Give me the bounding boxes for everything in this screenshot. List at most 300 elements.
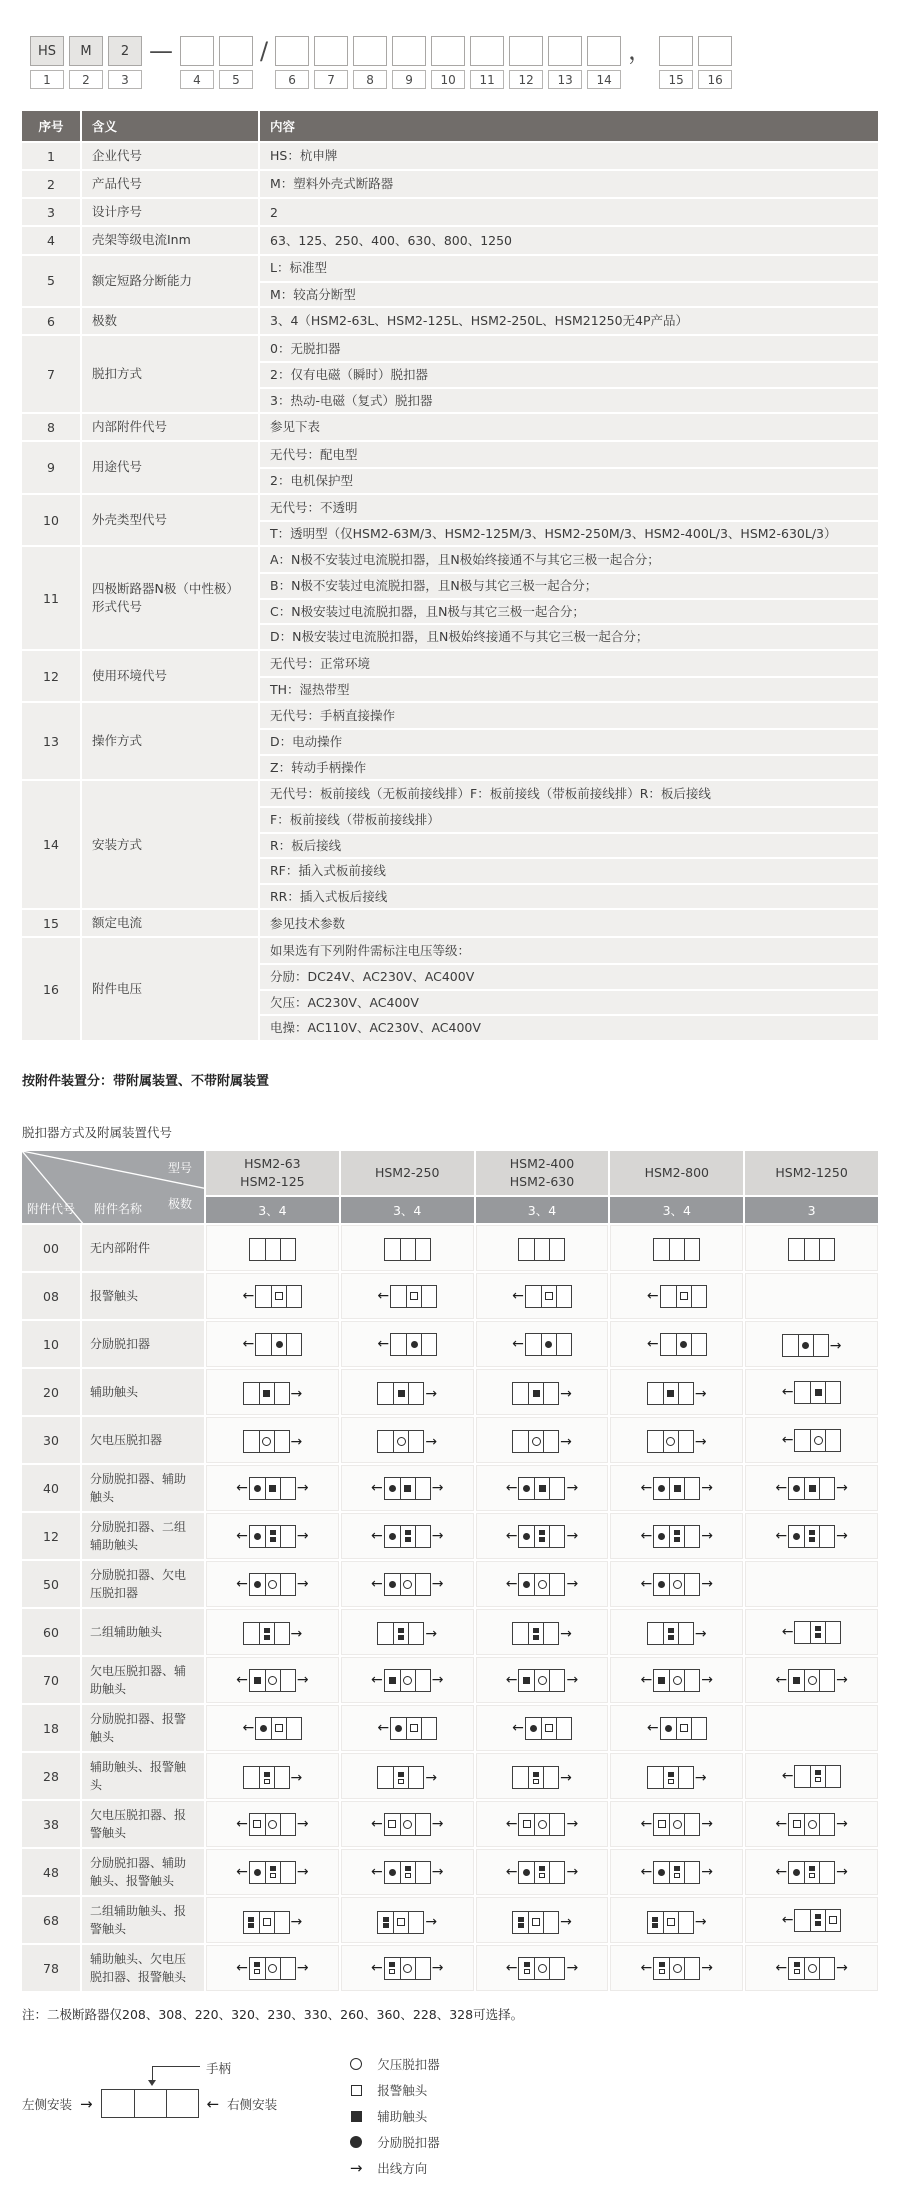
content-cell — [260, 143, 878, 169]
arrow-right-icon: → — [296, 1528, 309, 1545]
content-line: M：较高分断型 — [260, 281, 878, 307]
breaker-compartment — [280, 1478, 295, 1499]
breaker-compartment — [676, 1718, 691, 1739]
breaker-diagram — [775, 1861, 847, 1884]
poles-cell: 3 — [745, 1197, 878, 1223]
content-cell — [260, 256, 878, 307]
breaker-compartment — [684, 1574, 699, 1595]
breaker-compartment — [519, 1670, 534, 1691]
shunt-release-icon — [530, 1725, 537, 1732]
breaker-box — [377, 1766, 424, 1789]
breaker-box — [384, 1813, 431, 1836]
breaker-compartment — [663, 1431, 678, 1452]
breaker-diagram — [782, 1909, 842, 1932]
breaker-compartment — [663, 1767, 678, 1788]
content-cell — [260, 910, 878, 936]
breaker-box — [377, 1911, 424, 1934]
breaker-box — [243, 1911, 290, 1934]
breaker-compartment — [549, 1574, 564, 1595]
meaning-row — [22, 227, 878, 253]
breaker-box — [788, 1238, 835, 1261]
diagram-cell — [745, 1561, 878, 1607]
position-number: 5 — [219, 70, 253, 89]
alarm-contact-icon — [658, 1820, 666, 1828]
arrow-right-icon: → — [566, 1816, 579, 1833]
breaker-compartment — [393, 1431, 408, 1452]
breaker-compartment — [400, 1526, 415, 1547]
breaker-box — [525, 1285, 572, 1308]
content-cell — [260, 308, 878, 334]
model-header-2 — [341, 1151, 474, 1195]
breaker-compartment — [265, 1574, 280, 1595]
row-number: 11 — [22, 547, 80, 649]
breaker-diagram — [506, 1525, 578, 1548]
breaker-box — [794, 1381, 841, 1404]
content-cell — [260, 651, 878, 702]
breaker-diagram — [788, 1238, 835, 1261]
breaker-diagram — [377, 1382, 437, 1405]
accessory-row — [22, 1945, 878, 1991]
breaker-compartment — [519, 1814, 534, 1835]
breaker-compartment — [378, 1623, 393, 1644]
breaker-diagram — [647, 1382, 707, 1405]
alarm-contact-icon — [532, 1918, 540, 1926]
content-line: A：N极不安装过电流脱扣器，且N极始终接通不与其它三极一起合分； — [270, 552, 660, 567]
shunt-release-icon — [254, 1581, 261, 1588]
breaker-compartment — [549, 1814, 564, 1835]
breaker-compartment — [265, 1862, 280, 1883]
shunt-release-icon — [523, 1533, 530, 1540]
breaker-diagram — [506, 1669, 578, 1692]
diagram-cell — [745, 1417, 878, 1463]
breaker-compartment — [265, 1239, 280, 1260]
diagram-cell — [745, 1849, 878, 1895]
breaker-diagram — [647, 1285, 707, 1308]
undervoltage-release-icon — [403, 1820, 412, 1829]
breaker-diagram — [243, 1333, 303, 1356]
breaker-compartment — [648, 1383, 663, 1404]
aux-contact-icon — [539, 1485, 546, 1492]
aux-and-alarm-contacts-icon — [809, 1866, 815, 1878]
alarm-contact-icon — [253, 1820, 261, 1828]
accessory-row — [22, 1657, 878, 1703]
diagram-cell — [610, 1753, 743, 1799]
legend-item — [347, 2055, 440, 2073]
content-line: C：N极安装过电流脱扣器，且N极与其它三极一起合分； — [260, 598, 878, 624]
breaker-compartment — [804, 1862, 819, 1883]
undervoltage-release-icon — [808, 1820, 817, 1829]
designation-position-1 — [30, 36, 64, 89]
breaker-compartment — [669, 1670, 684, 1691]
right-install-label: 右侧安装 — [227, 2096, 278, 2112]
arrow-right-icon: → — [425, 1769, 438, 1786]
breaker-compartment — [519, 1958, 534, 1979]
breaker-compartment — [271, 1286, 286, 1307]
arrow-left-icon: ← — [512, 1288, 524, 1305]
breaker-box — [653, 1477, 700, 1500]
legend-item — [347, 2081, 440, 2099]
breaker-diagram — [236, 1669, 308, 1692]
breaker-compartment — [528, 1383, 543, 1404]
undervoltage-release-icon — [350, 2058, 362, 2070]
breaker-compartment — [534, 1862, 549, 1883]
arrow-right-icon: → — [560, 1433, 572, 1450]
designation-position-8 — [353, 36, 387, 89]
breaker-compartment — [654, 1526, 669, 1547]
designation-position-10 — [431, 36, 465, 89]
accessory-table-title: 脱扣器方式及附属装置代号 — [22, 1124, 173, 1140]
meaning-row — [22, 414, 878, 440]
breaker-compartment — [678, 1383, 693, 1404]
two-aux-contacts-icon — [264, 1628, 270, 1640]
breaker-compartment — [393, 1767, 408, 1788]
meaning-cell: 外壳类型代号 — [82, 495, 258, 546]
aux-and-alarm-contacts-icon — [539, 1866, 545, 1878]
breaker-compartment — [795, 1430, 810, 1451]
breaker-compartment — [654, 1814, 669, 1835]
aux-contact-icon — [674, 1485, 681, 1492]
arrow-right-icon: → — [431, 1960, 444, 1977]
breaker-compartment — [541, 1718, 556, 1739]
arrow-right-icon: → — [560, 1769, 572, 1786]
diagram-cell — [341, 1705, 474, 1751]
arrow-left-icon: ← — [242, 1288, 255, 1305]
breaker-box — [255, 1285, 302, 1308]
breaker-diagram — [506, 1861, 578, 1884]
meaning-cell: 脱扣方式 — [82, 336, 258, 412]
shunt-release-icon — [254, 1485, 261, 1492]
shunt-release-icon — [260, 1725, 267, 1732]
breaker-compartment — [825, 1910, 840, 1931]
diagram-cell — [610, 1369, 743, 1415]
code-box — [314, 36, 348, 66]
diagram-cell — [745, 1945, 878, 1991]
accessory-code: 08 — [22, 1273, 80, 1319]
arrow-right-icon: → — [296, 1816, 309, 1833]
meaning-cell: 附件电压 — [82, 938, 258, 1040]
diagram-cell — [341, 1561, 474, 1607]
accessory-code: 50 — [22, 1561, 80, 1607]
accessory-row — [22, 1369, 878, 1415]
breaker-compartment — [676, 1286, 691, 1307]
meaning-row — [22, 308, 878, 334]
breaker-compartment — [663, 1623, 678, 1644]
breaker-box — [525, 1717, 572, 1740]
meaning-row — [22, 781, 878, 908]
breaker-box — [518, 1813, 565, 1836]
diagram-cell — [206, 1417, 339, 1463]
undervoltage-release-icon — [268, 1964, 277, 1973]
arrow-right-icon: → — [425, 1625, 438, 1642]
accessory-name: 分励脱扣器、二组辅助触头 — [82, 1513, 204, 1559]
legend-symbol — [347, 2136, 365, 2148]
breaker-compartment — [810, 1430, 825, 1451]
diagram-cell — [206, 1753, 339, 1799]
position-number: 2 — [69, 70, 103, 89]
breaker-box — [518, 1477, 565, 1500]
meaning-row — [22, 547, 878, 649]
breaker-diagram — [647, 1430, 707, 1453]
arrow-right-icon: → — [836, 1816, 848, 1833]
alarm-contact-icon — [397, 1918, 405, 1926]
breaker-diagram — [384, 1238, 431, 1261]
content-cell — [260, 495, 878, 546]
arrow-left-icon: ← — [640, 1864, 653, 1881]
breaker-compartment — [519, 1478, 534, 1499]
breaker-box — [243, 1430, 290, 1453]
breaker-compartment — [819, 1526, 834, 1547]
accessory-row — [22, 1801, 878, 1847]
breaker-compartment — [391, 1718, 406, 1739]
breaker-compartment — [654, 1478, 669, 1499]
designation-separator: ， — [628, 37, 653, 65]
model-name: HSM2-250 — [374, 1164, 440, 1180]
meaning-row — [22, 199, 878, 225]
shunt-release-icon — [793, 1485, 800, 1492]
breaker-compartment — [549, 1239, 564, 1260]
undervoltage-release-icon — [403, 1580, 412, 1589]
meaning-row — [22, 442, 878, 493]
diagram-cell — [206, 1705, 339, 1751]
model-name: HSM2-630 — [509, 1174, 575, 1189]
breaker-box — [384, 1525, 431, 1548]
content-line: D：N极安装过电流脱扣器，且N极始终接通不与其它三极一起合分； — [260, 623, 878, 649]
breaker-compartment — [415, 1574, 430, 1595]
breaker-compartment — [648, 1623, 663, 1644]
meaning-cell: 安装方式 — [82, 781, 258, 908]
breaker-compartment — [265, 1478, 280, 1499]
content-cell — [260, 227, 878, 253]
accessory-row — [22, 1417, 878, 1463]
accessory-code: 28 — [22, 1753, 80, 1799]
breaker-box — [653, 1573, 700, 1596]
breaker-diagram — [243, 1766, 303, 1789]
accessory-row — [22, 1273, 878, 1319]
aux-contact-icon — [404, 1485, 411, 1492]
undervoltage-release-icon — [262, 1437, 271, 1446]
breaker-box — [255, 1717, 302, 1740]
breaker-compartment — [280, 1526, 295, 1547]
arrow-left-icon: ← — [512, 1720, 524, 1737]
arrow-left-icon: ← — [775, 1960, 788, 1977]
two-aux-contacts-icon — [405, 1530, 411, 1542]
arrow-left-icon: ← — [370, 1816, 383, 1833]
table-header-row — [22, 111, 878, 141]
content-line: 无代号：正常环境 — [270, 655, 371, 671]
arrow-left-icon: ← — [781, 1624, 794, 1641]
breaker-compartment — [274, 1431, 289, 1452]
undervoltage-release-icon — [268, 1580, 277, 1589]
designation-position-5 — [219, 36, 253, 89]
breaker-compartment — [408, 1623, 423, 1644]
content-line: D：电动操作 — [260, 728, 878, 754]
breaker-compartment — [385, 1814, 400, 1835]
breaker-box — [512, 1766, 559, 1789]
breaker-diagram — [775, 1957, 847, 1980]
content-line: TH：湿热带型 — [260, 676, 878, 702]
breaker-box — [788, 1477, 835, 1500]
breaker-compartment — [415, 1958, 430, 1979]
breaker-diagram — [371, 1957, 443, 1980]
breaker-box — [249, 1238, 296, 1261]
accessory-code: 10 — [22, 1321, 80, 1367]
content-line: 无代号：不透明 — [270, 499, 358, 515]
row-number: 2 — [22, 171, 80, 197]
accessory-name: 欠电压脱扣器 — [82, 1417, 204, 1463]
arrow-right-icon: → — [701, 1816, 714, 1833]
breaker-diagram — [371, 1861, 443, 1884]
breaker-compartment — [385, 1478, 400, 1499]
two-aux-contacts-icon — [674, 1530, 680, 1542]
shunt-release-icon — [658, 1533, 665, 1540]
breaker-compartment — [391, 1286, 406, 1307]
aux-contact-icon — [815, 1389, 822, 1396]
breaker-compartment — [528, 1912, 543, 1933]
breaker-box — [788, 1813, 835, 1836]
aux-and-alarm-contacts-icon — [668, 1772, 674, 1784]
content-line: 2：仅有电磁（瞬时）脱扣器 — [260, 361, 878, 387]
breaker-box — [653, 1525, 700, 1548]
breaker-compartment — [385, 1526, 400, 1547]
breaker-diagram — [775, 1477, 847, 1500]
breaker-compartment — [513, 1767, 528, 1788]
breaker-compartment — [813, 1335, 828, 1356]
row-number: 5 — [22, 256, 80, 307]
diagram-cell — [341, 1321, 474, 1367]
breaker-compartment — [415, 1814, 430, 1835]
diagram-cell — [476, 1705, 609, 1751]
breaker-box — [660, 1285, 707, 1308]
arrow-right-icon: → — [701, 1864, 714, 1881]
position-number: 12 — [509, 70, 543, 89]
arrow-left-icon: ← — [505, 1816, 518, 1833]
content-line: Z：转动手柄操作 — [260, 754, 878, 780]
breaker-box — [384, 1238, 431, 1261]
breaker-box — [794, 1909, 841, 1932]
diagram-cell — [610, 1417, 743, 1463]
breaker-compartment — [795, 1910, 810, 1931]
breaker-diagram — [512, 1333, 572, 1356]
breaker-compartment — [280, 1814, 295, 1835]
content-line: 如果选有下列附件需标注电压等级： — [270, 943, 471, 959]
breaker-compartment — [250, 1526, 265, 1547]
breaker-compartment — [393, 1912, 408, 1933]
breaker-box — [377, 1430, 424, 1453]
breaker-box — [518, 1238, 565, 1261]
accessory-name: 分励脱扣器、欠电压脱扣器 — [82, 1561, 204, 1607]
breaker-diagram — [782, 1765, 842, 1788]
diagram-cell — [610, 1609, 743, 1655]
arrow-left-icon: ← — [505, 1480, 518, 1497]
breaker-compartment — [676, 1334, 691, 1355]
arrow-left-icon: ← — [505, 1672, 518, 1689]
col-header-no: 序号 — [22, 111, 80, 141]
breaker-diagram — [377, 1622, 437, 1645]
breaker-diagram — [512, 1717, 572, 1740]
breaker-compartment — [684, 1478, 699, 1499]
breaker-diagram — [377, 1430, 437, 1453]
diagram-cell — [476, 1369, 609, 1415]
breaker-compartment — [415, 1239, 430, 1260]
diagram-cell — [610, 1657, 743, 1703]
breaker-box — [518, 1669, 565, 1692]
diagram-cell — [745, 1705, 878, 1751]
arrow-right-icon: → — [431, 1816, 444, 1833]
diagram-cell — [206, 1321, 339, 1367]
breaker-compartment — [543, 1623, 558, 1644]
breaker-compartment — [661, 1718, 676, 1739]
breaker-box — [384, 1477, 431, 1500]
meaning-cell: 内部附件代号 — [82, 414, 258, 440]
meaning-row — [22, 651, 878, 702]
breaker-compartment — [669, 1574, 684, 1595]
arrow-left-icon: ← — [781, 1384, 794, 1401]
shunt-release-icon — [389, 1869, 396, 1876]
breaker-compartment — [286, 1286, 301, 1307]
shunt-release-icon — [793, 1533, 800, 1540]
breaker-compartment — [669, 1478, 684, 1499]
arrow-right-icon: → — [836, 1672, 848, 1689]
undervoltage-release-icon — [673, 1676, 682, 1685]
breaker-compartment — [691, 1286, 706, 1307]
breaker-compartment — [256, 1286, 271, 1307]
breaker-compartment — [280, 1862, 295, 1883]
meaning-row — [22, 256, 878, 307]
breaker-compartment — [385, 1958, 400, 1979]
breaker-box — [518, 1957, 565, 1980]
arrow-left-icon: ← — [505, 1528, 518, 1545]
row-number: 9 — [22, 442, 80, 493]
breaker-compartment — [819, 1814, 834, 1835]
diagram-cell — [341, 1513, 474, 1559]
breaker-compartment — [804, 1814, 819, 1835]
row-number: 3 — [22, 199, 80, 225]
diagram-cell — [206, 1513, 339, 1559]
breaker-compartment — [421, 1334, 436, 1355]
designation-position-6 — [275, 36, 309, 89]
breaker-box — [377, 1622, 424, 1645]
install-orientation-diagram — [22, 2051, 277, 2118]
meaning-cell: 极数 — [82, 308, 258, 334]
content-cell — [260, 703, 878, 779]
arrow-right-icon: → — [296, 1864, 309, 1881]
breaker-box — [384, 1669, 431, 1692]
row-number: 13 — [22, 703, 80, 779]
breaker-box — [653, 1861, 700, 1884]
breaker-box — [249, 1669, 296, 1692]
row-number: 10 — [22, 495, 80, 546]
model-header-row — [22, 1151, 878, 1195]
code-box — [219, 36, 253, 66]
shunt-release-icon — [389, 1581, 396, 1588]
shunt-release-icon — [389, 1485, 396, 1492]
breaker-box — [512, 1911, 559, 1934]
breaker-diagram — [653, 1238, 700, 1261]
accessory-row — [22, 1705, 878, 1751]
breaker-compartment — [661, 1334, 676, 1355]
legend-item — [347, 2133, 440, 2151]
breaker-diagram — [512, 1430, 572, 1453]
breaker-compartment — [541, 1334, 556, 1355]
arrow-left-icon: ← — [377, 1336, 390, 1353]
shunt-release-icon — [523, 1485, 530, 1492]
breaker-compartment — [798, 1335, 813, 1356]
breaker-compartment — [543, 1431, 558, 1452]
meaning-row — [22, 495, 878, 546]
position-number: 16 — [698, 70, 732, 89]
arrow-right-icon: → — [829, 1337, 842, 1354]
breaker-compartment — [534, 1478, 549, 1499]
